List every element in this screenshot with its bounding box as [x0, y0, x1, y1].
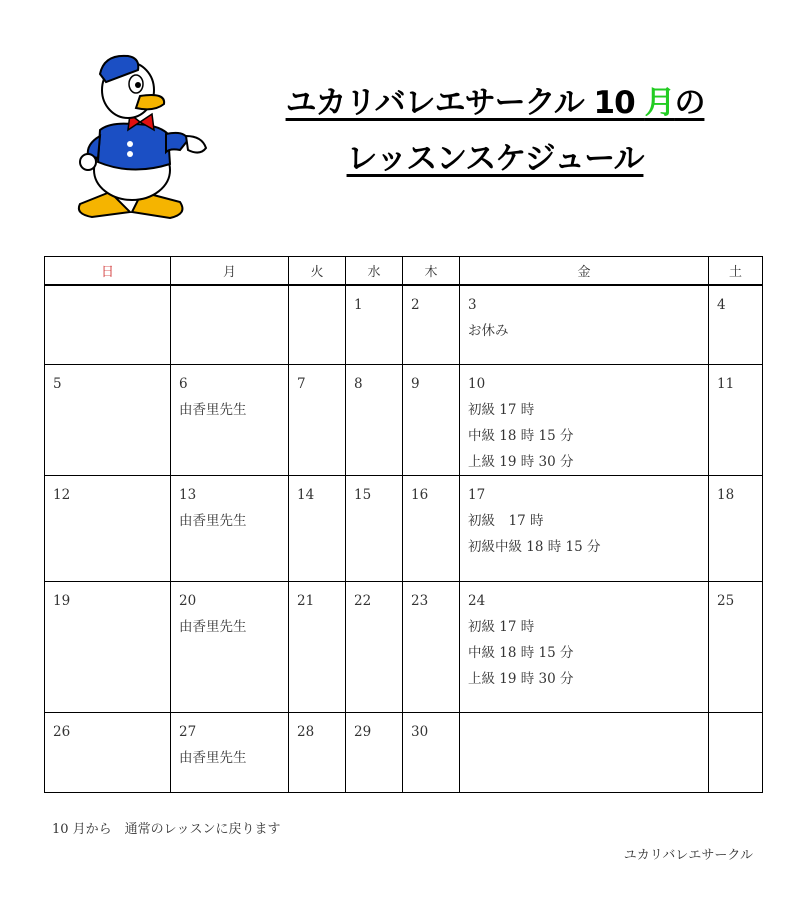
calendar-day-cell: [709, 365, 763, 476]
calendar-week-row: [45, 476, 763, 582]
calendar-day-cell: [45, 476, 171, 582]
day-number: 8: [354, 376, 363, 392]
title-month: 月: [644, 85, 675, 121]
lesson-note: 初級中級 18 時 15 分: [468, 539, 601, 555]
lesson-note: 上級 19 時 30 分: [468, 671, 574, 687]
day-number: 18: [717, 487, 735, 503]
footer-note: 10 月から 通常のレッスンに戻ります: [52, 822, 281, 837]
schedule-calendar: [44, 256, 763, 793]
duck-illustration: [70, 52, 220, 227]
calendar-day-cell: [45, 365, 171, 476]
calendar-day-cell: [346, 713, 403, 793]
calendar-day-cell: [709, 476, 763, 582]
day-number: 28: [297, 724, 315, 740]
calendar-day-cell: [289, 285, 346, 365]
calendar-day-cell: [289, 476, 346, 582]
day-number: 7: [297, 376, 306, 392]
lesson-note: 由香里先生: [179, 402, 247, 418]
calendar-day-cell: [45, 713, 171, 793]
header-saturday: 土: [709, 257, 763, 286]
day-number: 19: [53, 593, 71, 609]
day-number: 4: [717, 297, 726, 313]
calendar-day-cell: [171, 713, 289, 793]
calendar-week-row: [45, 713, 763, 793]
calendar-body: [45, 285, 763, 793]
calendar-day-cell: [289, 365, 346, 476]
day-number: 22: [354, 593, 372, 609]
header-tuesday: 火: [289, 257, 346, 286]
day-number: 3: [468, 297, 477, 313]
day-number: 15: [354, 487, 372, 503]
calendar-day-cell: [346, 476, 403, 582]
calendar-day-cell: [289, 582, 346, 713]
lesson-note: お休み: [468, 323, 509, 339]
calendar-day-cell: [709, 285, 763, 365]
day-number: 27: [179, 724, 197, 740]
footer-organization: ユカリバレエサークル: [623, 848, 753, 863]
calendar-day-cell: [403, 285, 460, 365]
day-number: 13: [179, 487, 197, 503]
calendar-day-cell: [346, 582, 403, 713]
calendar-day-cell: [45, 285, 171, 365]
calendar-day-cell: [171, 365, 289, 476]
calendar-day-cell: [403, 365, 460, 476]
calendar-week-row: [45, 365, 763, 476]
day-number: 20: [179, 593, 197, 609]
title-line-1: [255, 75, 735, 131]
day-number: 21: [297, 593, 315, 609]
day-number: 6: [179, 376, 188, 392]
calendar-day-cell: [289, 713, 346, 793]
day-number: 30: [411, 724, 429, 740]
title-prefix: ユカリバレエサークル 10: [285, 85, 645, 121]
day-number: 2: [411, 297, 420, 313]
calendar-day-cell: [460, 365, 709, 476]
day-number: 16: [411, 487, 429, 503]
header-monday: 月: [171, 257, 289, 286]
calendar-day-cell: [403, 713, 460, 793]
calendar-day-cell: [45, 582, 171, 713]
lesson-note: 初級 17 時: [468, 619, 535, 635]
calendar-day-cell: [460, 582, 709, 713]
header-sunday: 日: [45, 257, 171, 286]
day-number: 5: [53, 376, 62, 392]
calendar-day-cell: [460, 285, 709, 365]
day-number: 29: [354, 724, 372, 740]
day-number: 1: [354, 297, 363, 313]
calendar-day-cell: [346, 365, 403, 476]
header-friday: 金: [460, 257, 709, 286]
calendar-day-cell: [171, 582, 289, 713]
calendar-day-cell: [171, 285, 289, 365]
page-title: [255, 75, 735, 187]
lesson-note: 中級 18 時 15 分: [468, 645, 574, 661]
calendar-day-cell: [403, 582, 460, 713]
day-number: 10: [468, 376, 486, 392]
header-thursday: 木: [403, 257, 460, 286]
day-number: 14: [297, 487, 315, 503]
lesson-note: 由香里先生: [179, 750, 247, 766]
calendar-day-cell: [346, 285, 403, 365]
day-number: 25: [717, 593, 735, 609]
lesson-note: 上級 19 時 30 分: [468, 454, 574, 470]
day-number: 24: [468, 593, 486, 609]
day-number: 26: [53, 724, 71, 740]
calendar-day-cell: [709, 582, 763, 713]
day-number: 17: [468, 487, 486, 503]
calendar-day-cell: [171, 476, 289, 582]
calendar-day-cell: [403, 476, 460, 582]
calendar-day-cell: [460, 713, 709, 793]
calendar-week-row: [45, 285, 763, 365]
calendar-week-row: [45, 582, 763, 713]
day-number: 12: [53, 487, 71, 503]
calendar-header-row: [45, 257, 763, 286]
lesson-note: 初級 17 時: [468, 513, 544, 529]
lesson-note: 由香里先生: [179, 513, 247, 529]
lesson-note: 中級 18 時 15 分: [468, 428, 574, 444]
calendar-day-cell: [460, 476, 709, 582]
lesson-note: 初級 17 時: [468, 402, 535, 418]
header-wednesday: 水: [346, 257, 403, 286]
title-suffix: の: [674, 85, 705, 121]
day-number: 23: [411, 593, 429, 609]
day-number: 9: [411, 376, 420, 392]
day-number: 11: [717, 376, 735, 392]
lesson-note: 由香里先生: [179, 619, 247, 635]
title-line-2: レッスンスケジュール: [346, 141, 644, 177]
calendar-day-cell: [709, 713, 763, 793]
